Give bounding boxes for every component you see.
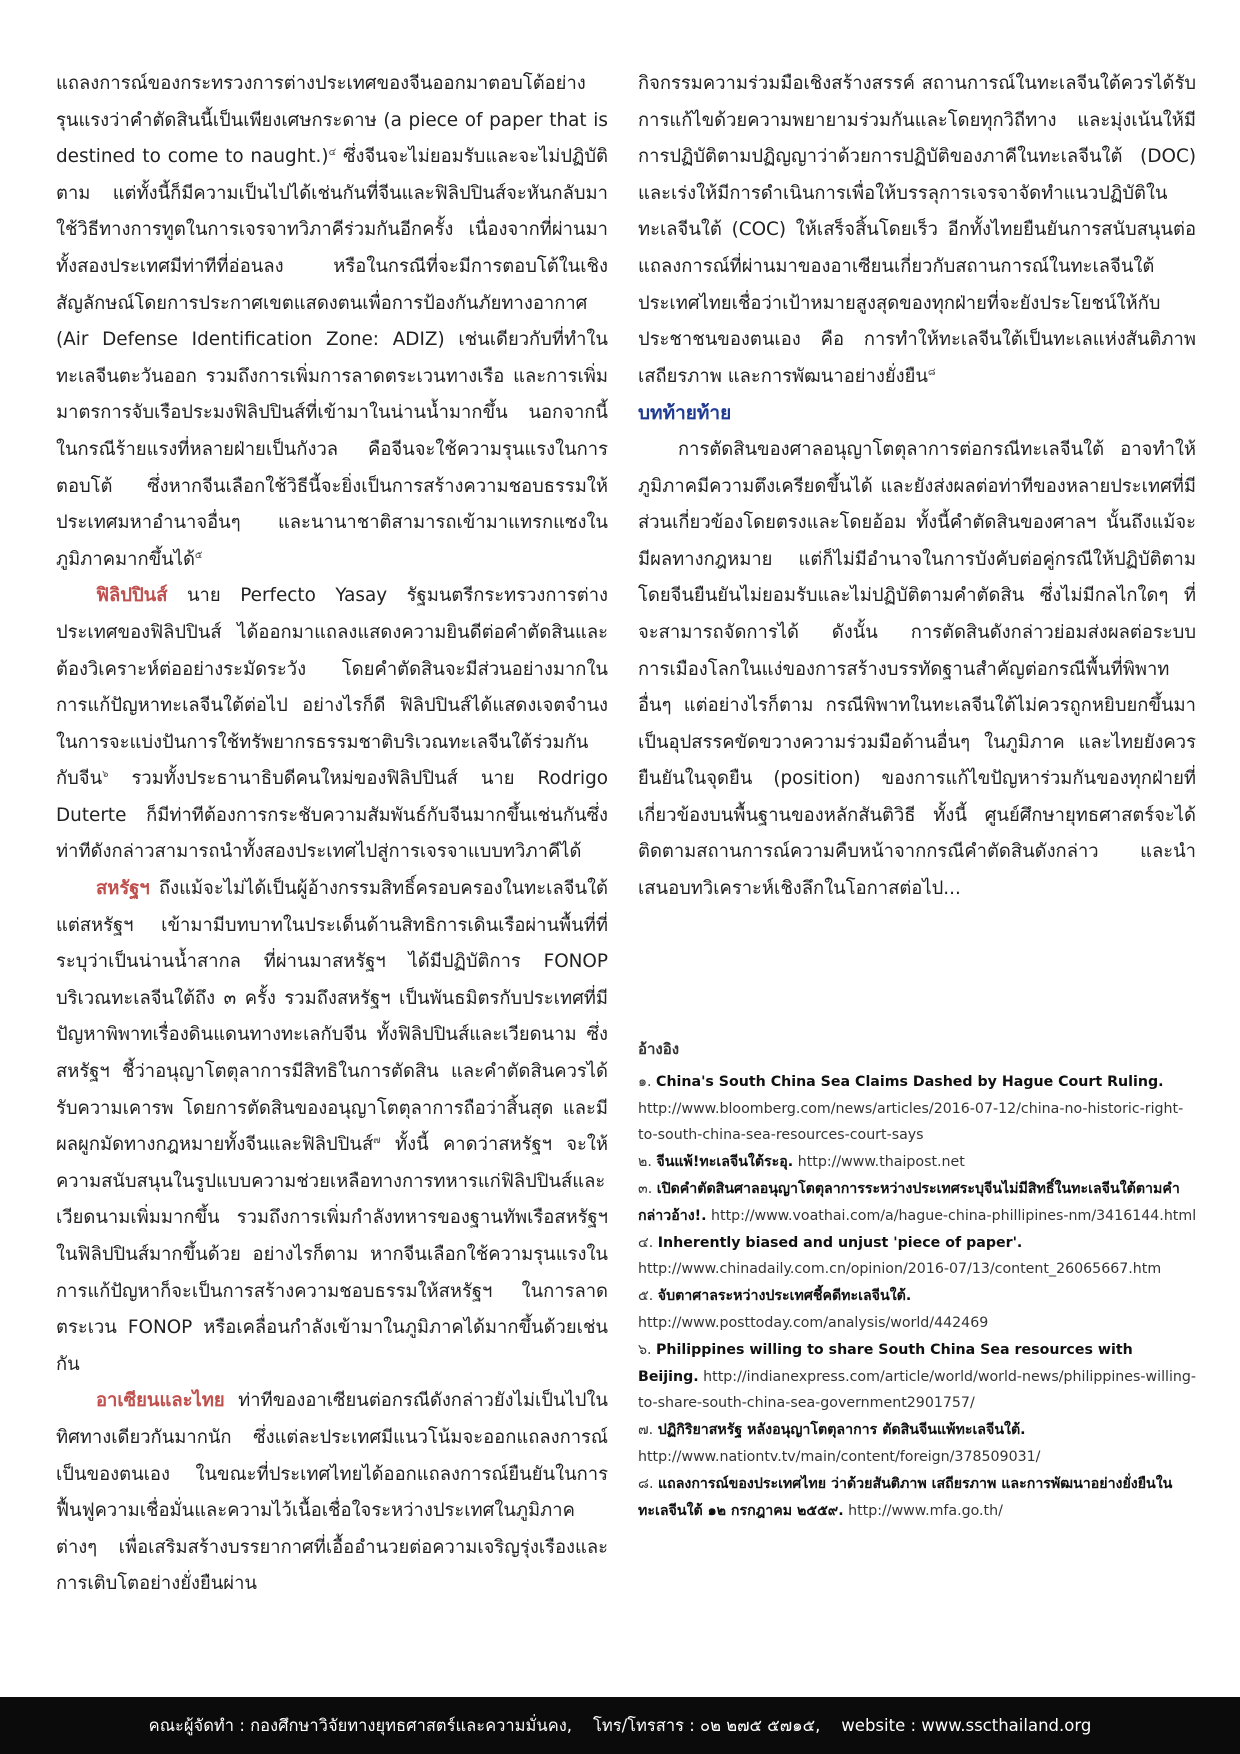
paragraph-usa: สหรัฐฯ ถึงแม้จะไม่ได้เป็นผู้อ้างกรรมสิทธิ์ครอบครองในทะเลจีนใต้ แต่สหรัฐฯ เข้ามามีบทบาทในประเด็นด้านสิทธิการเดินเรือผ่านพื้นที่ที่ระบุว่าเป็นน่านน้ำสากล ที่ผ่านมาสหรัฐฯ ได้มีปฏิบัติการ FONOP บริเวณทะเลจีนใต้ถึง ๓ ครั้ง รวมถึงสหรัฐฯ เป็นพันธมิตรกับประเทศที่มีปัญหาพิพาทเรื่องดินแดนทางทะเลกับจีน ทั้งฟิลิปปินส์และเวียดนาม ซึ่งสหรัฐฯ ชี้ว่าอนุญาโตตุลาการมีสิทธิในการตัดสิน และคำตัดสินควรได้รับความเคารพ โดยการตัดสินของอนุญาโตตุลาการถือว่าสิ้นสุด และมีผลผูกมัดทางกฎหมายทั้งจีนและฟิลิปปินส์$^๗$ ทั้งนี้ คาดว่าสหรัฐฯ จะให้ความสนับสนุนในรูปแบบความช่วยเหลือทางการทหารแก่ฟิลิปปินส์และเวียดนามเพิ่มมากขึ้น รวมถึงการเพิ่มกำลังทหารของฐานทัพเรือสหรัฐฯ ในฟิลิปปินส์มากขึ้นด้วย อย่างไรก็ตาม หากจีนเลือกใช้ความรุนแรงในการแก้ปัญหาก็จะเป็นการสร้างความชอบธรรมให้สหรัฐฯ ในการลาดตระเวน FONOP หรือเคลื่อนกำลังเข้ามาในภูมิภาคได้มากขึ้นด้วยเช่นกัน — [56, 878, 608, 1375]
paragraph-conclusion: การตัดสินของศาลอนุญาโตตุลาการต่อกรณีทะเลจีนใต้ อาจทำให้ภูมิภาคมีความตึงเครียดขึ้นได้ และยังส่งผลต่อท่าทีของหลายประเทศที่มีส่วนเกี่ยวข้องโดยตรงและโดยอ้อม ทั้งนี้คำตัดสินของศาลฯ นั้นถึงแม้จะมีผลทางกฎหมาย แต่ก็ไม่มีอำนาจในการบังคับต่อคู่กรณีให้ปฏิบัติตาม โดยจีนยืนยันไม่ยอมรับและไม่ปฏิบัติตามคำตัดสิน ซึ่งไม่มีกลไกใดๆ ที่จะสามารถจัดการได้ ดังนั้น การตัดสินดังกล่าวย่อมส่งผลต่อระบบการเมืองโลกในแง่ของการสร้างบรรทัดฐานสำคัญต่อกรณีพื้นที่พิพาทอื่นๆ แต่อย่างไรก็ตาม กรณีพิพาทในทะเลจีนใต้ไม่ควรถูกหยิบยกขึ้นมาเป็นอุปสรรคขัดขวางความร่วมมือด้านอื่นๆ ในภูมิภาค และไทยยังควรยืนยันในจุดยืน (position) ของการแก้ไขปัญหาร่วมกันของทุกฝ่ายที่เกี่ยวข้องบนพื้นฐานของหลักสันติวิธี ทั้งนี้ ศูนย์ศึกษายุทธศาสตร์จะได้ติดตามสถานการณ์ความคืบหน้าจากกรณีคำตัดสินดังกล่าว และนำเสนอบทวิเคราะห์เชิงลึกในโอกาสต่อไป... — [638, 438, 1196, 900]
reference-link[interactable]: http://www.posttoday.com/analysis/world/442469 — [638, 1314, 989, 1331]
reference-item: ๒. จีนแพ้!ทะเลจีนใต้ระอุ. http://www.thaipost.net — [638, 1154, 965, 1171]
reference-item: ๗. ปฏิกิริยาสหรัฐ หลังอนุญาโตตุลาการ ตัดสินจีนแพ้ทะเลจีนใต้. http://www.nationtv.tv/main/content/foreign/378509031/ — [638, 1422, 1041, 1465]
left-column — [56, 66, 608, 1603]
reference-item: ๑. China's South China Sea Claims Dashed by Hague Court Ruling. http://www.bloomberg.com/news/articles/2016-07-12/china-no-historic-right-to-south-china-sea-resources-court-says — [638, 1073, 1184, 1144]
footnote-ref: ๘ — [927, 366, 936, 378]
footnote-ref: ๕ — [194, 549, 203, 561]
reference-item: ๖. Philippines willing to share South China Sea resources with Beijing. http://indianexpress.com/article/world/world-news/philippines-willing-to-share-south-china-sea-government2901757/ — [638, 1341, 1197, 1412]
references-section — [638, 1036, 1198, 1524]
lead-usa: สหรัฐฯ — [96, 878, 150, 900]
footer-bar — [0, 1697, 1240, 1754]
paragraph-asean-cont: กิจกรรมความร่วมมือเชิงสร้างสรรค์ สถานการณ์ในทะเลจีนใต้ควรได้รับการแก้ไขด้วยความพยายามร่วมกันและโดยทุกวิถีทาง และมุ่งเน้นให้มีการปฏิบัติตามปฏิญญาว่าด้วยการปฏิบัติของภาคีในทะเลจีนใต้ (DOC) และเร่งให้มีการดำเนินการเพื่อให้บรรลุการเจรจาจัดทำแนวปฏิบัติในทะเลจีนใต้ (COC) ให้เสร็จสิ้นโดยเร็ว อีกทั้งไทยยืนยันการสนับสนุนต่อแถลงการณ์ที่ผ่านมาของอาเซียนเกี่ยวกับสถานการณ์ในทะเลจีนใต้ ประเทศไทยเชื่อว่าเป้าหมายสูงสุดของทุกฝ่ายที่จะยังประโยชน์ให้กับประชาชนของตนเอง คือ การทำให้ทะเลจีนใต้เป็นทะเลแห่งสันติภาพ เสถียรภาพ และการพัฒนาอย่างยั่งยืน$^๘$ — [638, 73, 1196, 387]
paragraph-philippines: ฟิลิปปินส์ นาย Perfecto Yasay รัฐมนตรีกระทรวงการต่างประเทศของฟิลิปปินส์ ได้ออกมาแถลงแสดงความยินดีต่อคำตัดสินและต้องวิเคราะห์ต่ออย่างระมัดระวัง โดยคำตัดสินจะมีส่วนอย่างมากในการแก้ปัญหาทะเลจีนใต้ต่อไป อย่างไรก็ดี ฟิลิปปินส์ได้แสดงเจตจำนงในการจะแบ่งปันการใช้ทรัพยากรธรรมชาติบริเวณทะเลจีนใต้ร่วมกันกับจีน$^๖$ รวมทั้งประธานาธิบดีคนใหม่ของฟิลิปปินส์ นาย Rodrigo Duterte ก็มีท่าทีต้องการกระชับความสัมพันธ์กับจีนมากขึ้นเช่นกันซึ่งท่าทีดังกล่าวสามารถนำทั้งสองประเทศไปสู่การเจรจาแบบทวิภาคีได้ — [56, 585, 608, 863]
reference-link[interactable]: http://www.mfa.go.th/ — [843, 1502, 1003, 1519]
paragraph-china-response: แถลงการณ์ของกระทรวงการต่างประเทศของจีนออกมาตอบโต้อย่างรุนแรงว่าคำตัดสินนี้เป็นเพียงเศษกระดาษ (a piece of paper that is destined to come to naught.)$^๔$ ซึ่งจีนจะไม่ยอมรับและจะไม่ปฏิบัติตาม แต่ทั้งนี้ก็มีความเป็นไปได้เช่นกันที่จีนและฟิลิปปินส์จะหันกลับมาใช้วิธีทางการทูตในการเจรจาทวิภาคีร่วมกันอีกครั้ง เนื่องจากที่ผ่านมาทั้งสองประเทศมีท่าทีที่อ่อนลง หรือในกรณีที่จะมีการตอบโต้ในเชิงสัญลักษณ์โดยการประกาศเขตแสดงตนเพื่อการป้องกันภัยทางอากาศ (Air Defense Identification Zone: ADIZ) เช่นเดียวกับที่ทำในทะเลจีนตะวันออก รวมถึงการเพิ่มการลาดตระเวนทางเรือ และการเพิ่มมาตรการจับเรือประมงฟิลิปปินส์ที่เข้ามาในน่านน้ำมากขึ้น นอกจากนี้ ในกรณีร้ายแรงที่หลายฝ่ายเป็นกังวล คือจีนจะใช้ความรุนแรงในการตอบโต้ ซึ่งหากจีนเลือกใช้วิธีนี้จะยิ่งเป็นการสร้างความชอบธรรมให้ประเทศมหาอำนาจอื่นๆ และนานาชาติสามารถเข้ามาแทรกแซงในภูมิภาคมากขึ้นได้$^๕$ — [56, 73, 608, 570]
reference-item: ๘. แถลงการณ์ของประเทศไทย ว่าด้วยสันติภาพ เสถียรภาพ และการพัฒนาอย่างยั่งยืนในทะเลจีนใต้ ๑๒ กรกฎาคม ๒๕๕๙. http://www.mfa.go.th/ — [638, 1475, 1173, 1519]
reference-item: ๕. จับตาศาลระหว่างประเทศชี้คดีทะเลจีนใต้. http://www.posttoday.com/analysis/world/442469 — [638, 1288, 989, 1331]
footnote-ref: ๖ — [102, 769, 109, 781]
paragraph-asean-thailand: อาเซียนและไทย ท่าทีของอาเซียนต่อกรณีดังกล่าวยังไม่เป็นไปในทิศทางเดียวกันมากนัก ซึ่งแต่ละประเทศมีแนวโน้มจะออกแถลงการณ์เป็นของตนเอง ในขณะที่ประเทศไทยได้ออกแถลงการณ์ยืนยันในการฟื้นฟูความเชื่อมั่นและความไว้เนื้อเชื่อใจระหว่างประเทศในภูมิภาคต่างๆ เพื่อเสริมสร้างบรรยากาศที่เอื้ออำนวยต่อความเจริญรุ่งเรืองและการเติบโตอย่างยั่งยืนผ่าน — [56, 1390, 608, 1595]
lead-philippines: ฟิลิปปินส์ — [96, 585, 168, 607]
right-column — [638, 66, 1196, 908]
reference-item: ๔. Inherently biased and unjust 'piece of paper'. http://www.chinadaily.com.cn/opinion/2016-07/13/content_26065667.htm — [638, 1234, 1162, 1278]
references-title: อ้างอิง — [638, 1040, 680, 1058]
footnote-ref: ๗ — [373, 1135, 381, 1147]
footnote-ref: ๔ — [328, 147, 337, 159]
reference-link[interactable]: http://www.chinadaily.com.cn/opinion/2016-07/13/content_26065667.htm — [638, 1261, 1162, 1278]
lead-asean-thailand: อาเซียนและไทย — [96, 1390, 225, 1412]
reference-link[interactable]: http://www.bloomberg.com/news/articles/2016-07-12/china-no-historic-right-to-south-china-sea-resources-court-says — [638, 1100, 1184, 1144]
reference-link[interactable]: http://www.thaipost.net — [793, 1154, 965, 1171]
reference-link[interactable]: http://www.nationtv.tv/main/content/foreign/378509031/ — [638, 1448, 1041, 1465]
reference-item: ๓. เปิดคำตัดสินศาลอนุญาโตตุลาการระหว่างประเทศระบุจีนไม่มีสิทธิ์ในทะเลจีนใต้ตามคำกล่าวอ้าง!. http://www.voathai.com/a/hague-china-phillipines-nm/3416144.html — [638, 1180, 1197, 1224]
reference-link[interactable]: http://indianexpress.com/article/world/world-news/philippines-willing-to-share-south-china-sea-government2901757/ — [638, 1368, 1197, 1412]
reference-link[interactable]: http://www.voathai.com/a/hague-china-phillipines-nm/3416144.html — [706, 1207, 1197, 1224]
section-heading-conclusion: บทท้ายท้าย — [638, 402, 732, 425]
footer-text: คณะผู้จัดทำ : กองศึกษาวิจัยทางยุทธศาสตร์และความมั่นคง, โทร/โทรสาร : ๐๒ ๒๗๕ ๕๗๑๕, website : www.sscthailand.org — [148, 1715, 1092, 1735]
